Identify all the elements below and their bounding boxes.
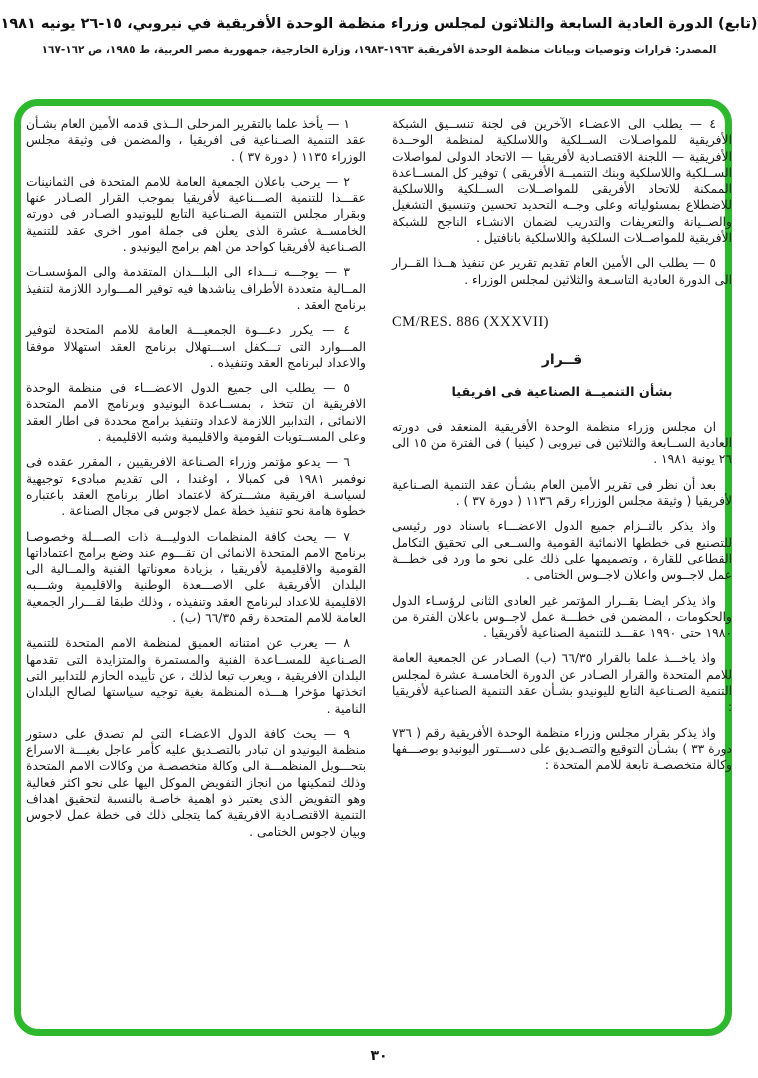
preamble-paragraph-3: واذ يذكر بالتــزام جميع الدول الاعضـــاء باسناد دور رئيسى للتصنيع فى خططها الانمائية القومية والســعى الى تحقيق التكامل القطاعى للقارة ، وتصميمها على ذلك على نحو ما ورد فى خطـــة عمل لاجــوس واعلان لاجــوس الختامى . [392,519,732,583]
operative-paragraph-3: ٣ — يوجـــه نـــداء الى البلـــدان المتقدمة والى المؤسسـات المــالية متعددة الأطراف يناشدها فيه توفير المـــوارد اللازمة لتنفيذ برنامج العقد . [26,265,366,312]
preamble-paragraph-1: ان مجلس وزراء منظمة الوحدة الأفريقية المنعقد فى دورته العادية الســابعة والثلاثين فى نيروبى ( كينيا ) فى الفترة من ١٥ الى ٢٦ يونية ١٩٨١ . [392,419,732,467]
operative-paragraph-6: ٦ — يدعو مؤتمر وزراء الصـناعة الافريقيين ، المقرر عقده فى نوفمبر ١٩٨١ فى كمبالا ، اوغندا ، الى تقديم مبادىء توجيهية لسياسـة افريقية مشـــتركة لاعتماد اطار برنامج العقد باعتباره خطوة هامة نحو تنفيذ خطة عمل لاجوس فى مجال الصناعة . [26,455,366,519]
resolution-heading: قــرار [541,352,583,369]
page-header [0,16,758,56]
operative-paragraph-1: ١ — يأخذ علما بالتقرير المرحلى الــذى قدمه الأمين العام بشـأن عقد التنمية الصـناعية فى افريقيا ، والمضمن فى وثيقة مجلس الوزراء ١١٣٥ ( دورة ٣٧ ) . [26,117,366,164]
operative-paragraph-8: ٨ — يعرب عن امتنانه العميق لمنظمة الامم المتحدة للتنمية الصـناعية للمســاعدة الفنية والمستمرة والمتزايدة التى تقدمها البلدان الافريقية ، ويعرب تبعا لذلك ، عن تأييده الحازم للتدابير التى اتخذتها مؤخرا هـــذه المنظمة بغية توجيه سياستها لصالح البلدان النامية . [26,636,366,716]
operative-paragraph-4b: ٤ — يكرر دعـــوة الجمعيـــة العامة للامم المتحدة لتوفير المـــوارد التى تـــكفل اســـتهلال برنامج العقد استهلالا موفقا والاعداد لبرنامج العقد وتنفيذه . [26,323,366,370]
operative-paragraph-7: ٧ — يحث كافة المنظمات الدوليـــة ذات الصـــلة وخصوصـا برنامج الامم المتحدة الانمائى ان تقـــوم عند وضع برامج اعتماداتها القومية والاقليمية لأفريقيا ، بزيادة معوناتها الفنية والمــالية الى البلدان الأفريقية على الاصـــعدة الوطنية والاقليمية وشـــبه الاقليمية للاعداد لبرنامج العقد وتنفيذه ، وذلك طبقا لقـــرار الجمعية العامة للامم المتحدة رقم ٦٦/٣٥ (ب) . [26,529,366,626]
right-column [392,116,732,1021]
preamble-paragraph-5: واذ ياخـــذ علما بالقرار ٦٦/٣٥ (ب) الصـادر عن الجمعية العامة للامم المتحدة والقرار الصـادر عن الدورة الخامسـة عشرة لمجلس التنمية الصـناعية التابع لليونيدو بشـأن عقد التنمية الصناعية لأفريقيا : [392,651,732,715]
text-columns [26,116,732,1021]
source-citation: المصدر: قرارات وتوصيات وبيانات منظمة الوحدة الأفريقية ١٩٦٣-١٩٨٣، وزارة الخارجية، جمهورية مصر العربية، ط ١٩٨٥، ص ١٦٢-١٦٧ [41,44,717,56]
operative-paragraph-5: ٥ — يطلب الى الأمين العام تقديم تقرير عن تنفيذ هــذا القــرار الى الدورة العادية التاسـعة والثلاثين لمجلس الوزراء . [392,256,732,287]
operative-paragraph-4: ٤ — يطلب الى الاعضـاء الآخرين فى لجنة تنســيق الشبكة الأفريقية للمواصـلات الســلكية واللاسلكية لمنظمة الوحــدة الأفريقية — اللجنة الاقتصـادية لأفريقيا — الاتحاد الدولى لمواصلات الســلكية واللاسلكية وبنك التنميــة الأفريقى ) توفير كل المســاعدة الممكنة للاتحاد الأفريقى للمواصــلات الســلكية واللاسلكية للاضطلاع بمسئولياته وعلى وجــه التحديد تحسين وتنسيق التشغيل والصــيانة والتعريفات والتدريب لضمان الانشـاء الناجح للشبكة الأفريقية للمواصــلات السلكية واللاسلكية بانافتيل . [392,117,732,246]
preamble-paragraph-2: بعد أن نظر فى تقرير الأمين العام بشـأن عقد التنمية الصـناعية لأفريقيا ( وثيقة مجلس الوزراء رقم ١١٣٦ ( دورة ٣٧ ) . [392,477,732,509]
resolution-reference: CM/RES. 886 (XXXVII) [392,313,550,330]
session-title: (تابع) الدورة العادية السابعة والثلاثون لمجلس وزراء منظمة الوحدة الأفريقية في نيروبي، ١٥-٢٦ يونيه ١٩٨١ [0,16,758,32]
page-number: ٣٠ [370,1048,388,1064]
preamble-paragraph-6: واذ يذكر بقرار مجلس وزراء منظمة الوحدة الأفريقية رقم ( ٧٣٦ دورة ٣٣ ) بشـأن التوقيع والتصـديق على دســـتور اليونيدو بوصـــفها وكالة متخصصـة تابعة للامم المتحدة : [391,725,732,773]
resolution-subject: بشأن التنميــة الصناعية فى افريقيا [451,384,673,400]
operative-paragraph-5b: ٥ — يطلب الى جميع الدول الاعضـــاء فى منظمة الوحدة الافريقية ان تتخذ ، بمســاعدة اليونيدو وبرنامج الامم المتحدة الانمائى ، التدابير اللازمة لاعداد وتنفيذ برامج محددة فى اطار العقد وعلى المســتويات القومية والاقليمية وشبه الاقليمية . [26,381,366,445]
operative-paragraph-9: ٩ — يحث كافة الدول الاعضـاء التى لم تصدق على دستور منظمة اليونيدو ان تبادر بالتصـديق عليه كأمر عاجل بغيـــة الاسراع بتحـــويل المنظمـــة الى وكالة متخصصـة من وكالات الامم المتحدة وذلك لتمكينها من انجاز التفويض الموكل اليها على نحو اكثر فعالية وهو التفويض الذى يعتبر ذو اهمية خاصـة بالنسبة لتحقيق اهداف التنمية الاقتصـادية الافريقية كما يتجلى ذلك فى خطة عمل لاجوس وبيان لاجوس الختامى . [26,726,366,839]
operative-paragraph-2: ٢ — يرحب باعلان الجمعية العامة للامم المتحدة فى الثمانينات عقـــدا للتنمية الصـــناعية لأفريقيا بموجب القرار الصـادر عنها وبقرار مجلس التنمية الصـناعية التابع لليونيدو الصـادر فى دورته الخامســة عشرة الذى يعلن فى جملة امور اخرى عقد للتنمية الصـناعية لأفريقيا كواحد من اهم برامج اليونيدو . [26,174,366,255]
preamble-paragraph-4: واذ يذكر ايضـا بقــرار المؤتمر غير العادى الثانى لرؤسـاء الدول والحكومات ، المضمن فى خطـــة عمل لاجــوس باعلان الفترة من ١٩٨٠ حتى ١٩٩٠ عقـــد للتنمية الصناعية لأفريقيا . [392,593,732,641]
left-column [26,116,366,1021]
